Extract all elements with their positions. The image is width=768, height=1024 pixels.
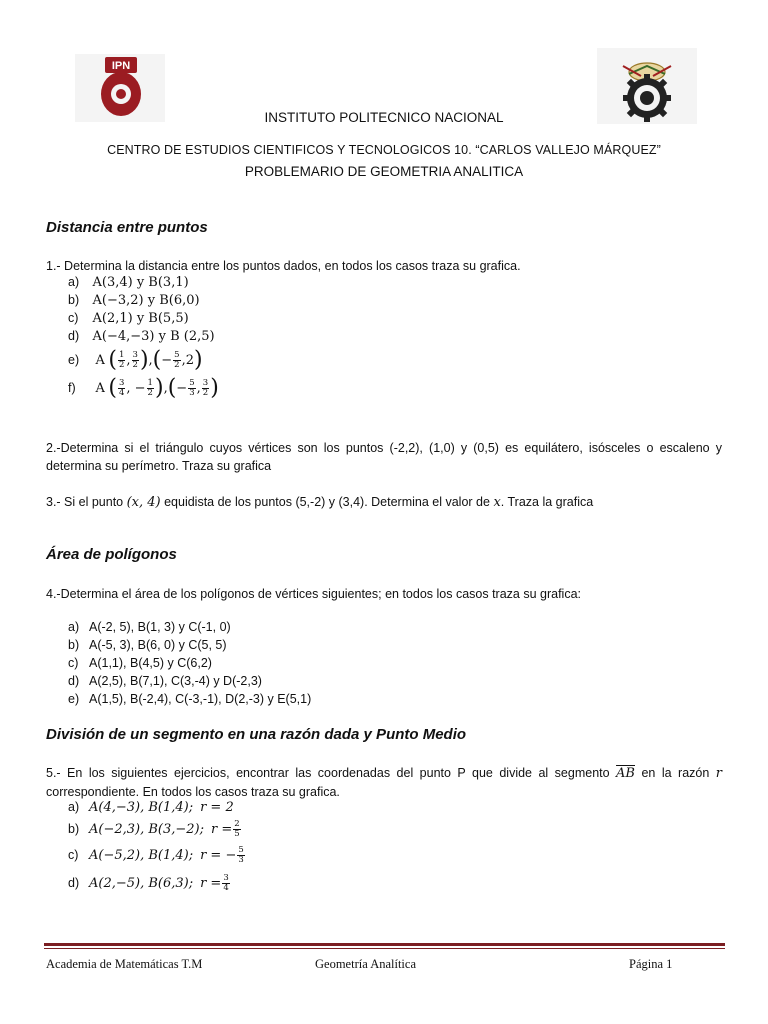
section-title-division: División de un segmento en una razón dada y Punto Medio bbox=[46, 726, 467, 743]
ipn-logo-text: IPN bbox=[111, 60, 131, 72]
fraction: $\frac{1}{2}$ bbox=[118, 350, 125, 370]
fraction: $\frac{3}{4}$ bbox=[118, 378, 125, 398]
question-4: 4.-Determina el área de los polígonos de vértices siguientes; en todos los casos traza su grafica: bbox=[46, 587, 582, 601]
footer-page-number: Página 1 bbox=[629, 957, 673, 971]
question-1: 1.- Determina la distancia entre los puntos dados, en todos los casos traza su grafica. bbox=[46, 259, 521, 273]
document-title: PROBLEMARIO DE GEOMETRIA ANALITICA bbox=[244, 164, 524, 179]
fraction: $\frac{1}{2}$ bbox=[147, 378, 153, 398]
list-item: c) A(2,1) y B(5,5) bbox=[68, 311, 189, 326]
fraction: $\frac{5}{3}$ bbox=[238, 845, 244, 865]
list-item: b) A(−2,3), B(3,−2); r = $\frac{2}{5}$ bbox=[68, 819, 240, 839]
question-3: 3.- Si el punto (x, 4) equidista de los puntos (5,-2) y (3,4). Determina el valor de x. Traza la grafica bbox=[46, 495, 594, 510]
list-item: b) A(−3,2) y B(6,0) bbox=[68, 293, 200, 308]
footer-left: Academia de Matemáticas T.M bbox=[46, 957, 203, 971]
list-item: a) A(4,−3), B(1,4); r = 2 bbox=[68, 800, 234, 815]
list-item: b) A(-5, 3), B(6, 0) y C(5, 5) bbox=[68, 638, 227, 652]
center-name: CENTRO DE ESTUDIOS CIENTIFICOS Y TECNOLOGICOS 10. “CARLOS VALLEJO MÁRQUEZ” bbox=[107, 143, 661, 157]
fraction: $\frac{2}{5}$ bbox=[234, 819, 240, 839]
list-item: c) A(−5,2), B(1,4); r = − $\frac{5}{3}$ bbox=[68, 845, 244, 865]
fraction: $\frac{5}{3}$ bbox=[189, 378, 195, 398]
section-title-area: Área de polígonos bbox=[46, 546, 177, 563]
list-item: d) A(2,−5), B(6,3); r = $\frac{3}{4}$ bbox=[68, 873, 229, 893]
fraction: $\frac{3}{2}$ bbox=[202, 378, 209, 398]
fraction: $\frac{5}{2}$ bbox=[174, 350, 180, 370]
question-2: 2.-Determina si el triángulo cuyos vértices son los puntos (-2,2), (1,0) y (0,5) es equilátero, isósceles o escaleno y determina su perímetro. Traza su grafica bbox=[46, 441, 722, 473]
section-title-distance: Distancia entre puntos bbox=[46, 219, 208, 236]
fraction: $\frac{3}{2}$ bbox=[132, 350, 138, 370]
list-item: a) A(3,4) y B(3,1) bbox=[68, 275, 189, 290]
list-item: c) A(1,1), B(4,5) y C(6,2) bbox=[68, 656, 212, 670]
footer-rule bbox=[44, 943, 725, 946]
list-item: d) A(2,5), B(7,1), C(3,-4) y D(-2,3) bbox=[68, 674, 262, 688]
fraction: $\frac{3}{4}$ bbox=[223, 873, 229, 893]
footer-rule-thin bbox=[44, 948, 725, 949]
list-item: e) A(1,5), B(-2,4), C(-3,-1), D(2,-3) y E(5,1) bbox=[68, 692, 312, 706]
footer-center: Geometría Analítica bbox=[315, 957, 417, 971]
institute-name: INSTITUTO POLITECNICO NACIONAL bbox=[264, 110, 504, 125]
list-item: e) A ( $\frac{1}{2}$ , $\frac{3}{2}$ ),(− $\frac{5}{2}$ ,2) bbox=[68, 347, 203, 373]
list-item: a) A(-2, 5), B(1, 3) y C(-1, 0) bbox=[68, 620, 231, 634]
list-item: d) A(−4,−3) y B (2,5) bbox=[68, 329, 215, 344]
question-5: 5.- En los siguientes ejercicios, encontrar las coordenadas del punto P que divide al segmento $\overline{AB}$ en la razón r correspondiente. En todos los casos traza su grafica. bbox=[46, 766, 722, 799]
list-item: f) A ( $\frac{3}{4}$ , − $\frac{1}{2}$ ),(− $\frac{5}{3}$ , $\frac{3}{2}$ ) bbox=[68, 375, 219, 401]
